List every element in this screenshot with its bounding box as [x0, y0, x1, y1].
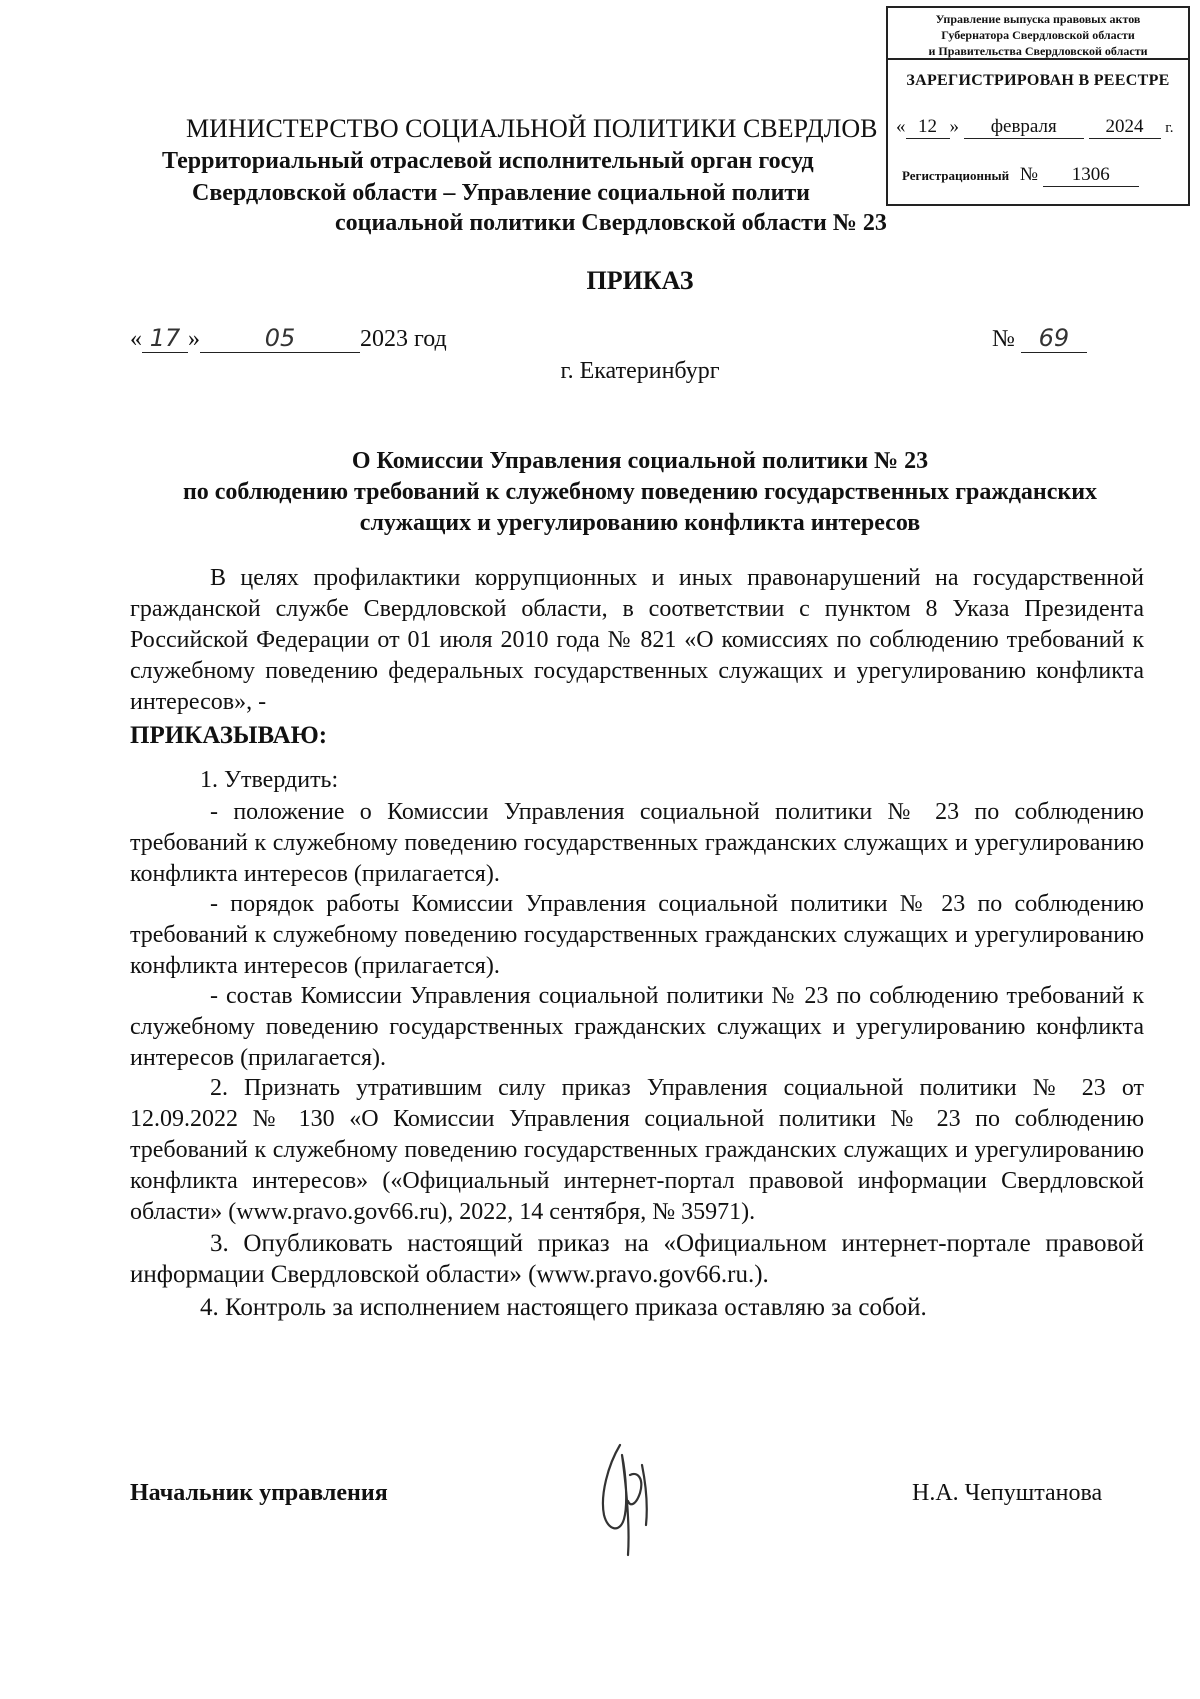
- stamp-date: [896, 116, 1173, 139]
- command: ПРИКАЗЫВАЮ:: [130, 722, 328, 749]
- subject-line1: О Комиссии Управления социальной политики № 23: [351, 448, 929, 474]
- stamp-quote-open: «: [896, 116, 906, 137]
- stamp-header: [888, 8, 1188, 60]
- stamp-reg-row: [902, 164, 1139, 187]
- preamble: В целях профилактики коррупционных и иных правонарушений на государственной гражданской службе Свердловской области, в соответствии с пунктом 8 Указа Президента Российской Федерации от 01 июля 2010 года № 821 «О комиссиях по соблюдению требований к служебному поведению федеральных государственных служащих и урегулированию конфликта интересов», -: [130, 565, 1144, 715]
- order-num-sign: №: [992, 326, 1015, 352]
- date-quote-close: »: [188, 326, 200, 352]
- stamp-reg-label: Регистрационный: [902, 168, 1010, 183]
- item-1: 1. Утвердить:: [200, 767, 339, 793]
- stamp-head-line3: и Правительства Свердловской области: [928, 44, 1148, 58]
- stamp-year-suffix: г.: [1165, 120, 1174, 136]
- stamp-num-sign: №: [1019, 164, 1038, 185]
- stamp-quote-close: »: [949, 116, 959, 137]
- header-line2: Территориальный отраслевой исполнительный орган госуд: [162, 148, 814, 174]
- stamp-title: ЗАРЕГИСТРИРОВАН В РЕЕСТРЕ: [906, 72, 1170, 89]
- item-3: 3. Опубликовать настоящий приказ на «Официальном интернет-портале правовой информации Свердловской области» (www.pravo.gov66.ru.).: [130, 1230, 1144, 1288]
- signature-image: [590, 1435, 660, 1565]
- item-2: 2. Признать утратившим силу приказ Управления социальной политики № 23 от 12.09.2022 № 130 «О Комиссии Управления социальной политики № 23 по соблюдению требований к служебному поведению государственных гражданских служащих и урегулированию конфликта интересов» («Официальный интернет-портал правовой информации Свердловской области» (www.pravo.gov66.ru), 2022, 14 сентября, № 35971).: [130, 1075, 1144, 1225]
- stamp-head-line2: Губернатора Свердловской области: [941, 28, 1135, 42]
- order-number-value: 69: [1021, 324, 1087, 353]
- signatory-name: Н.А. Чепуштанова: [912, 1480, 1103, 1506]
- item-4: 4. Контроль за исполнением настоящего приказа оставляю за собой.: [200, 1294, 927, 1321]
- item-1a: - положение о Комиссии Управления социальной политики № 23 по соблюдению требований к служебному поведению государственных гражданских служащих и урегулированию конфликта интересов (прилагается).: [130, 799, 1144, 887]
- item-1c: - состав Комиссии Управления социальной политики № 23 по соблюдению требований к служебному поведению государственных гражданских служащих и урегулированию конфликта интересов (прилагается).: [130, 983, 1144, 1071]
- order-number: [992, 324, 1087, 353]
- stamp-year: 2024: [1089, 116, 1161, 139]
- order-title: ПРИКАЗ: [586, 266, 694, 295]
- date-month: 05: [200, 324, 360, 353]
- stamp-head-line1: Управление выпуска правовых актов: [935, 12, 1141, 26]
- subject-line2: по соблюдению требований к служебному поведению государственных гражданских: [182, 479, 1098, 505]
- date-day: 17: [142, 324, 188, 353]
- subject-line3: служащих и урегулированию конфликта интересов: [359, 510, 921, 536]
- ministry-name: МИНИСТЕРСТВО СОЦИАЛЬНОЙ ПОЛИТИКИ СВЕРДЛОВ: [186, 114, 878, 143]
- order-city: г. Екатеринбург: [560, 358, 720, 384]
- date-quote-open: «: [130, 326, 142, 352]
- item-1b: - порядок работы Комиссии Управления социальной политики № 23 по соблюдению требований к служебному поведению государственных гражданских служащих и урегулированию конфликта интересов (прилагается).: [130, 891, 1144, 979]
- stamp-month: февраля: [964, 116, 1084, 139]
- signatory-position: Начальник управления: [130, 1480, 388, 1506]
- stamp-day: 12: [906, 116, 950, 139]
- stamp-reg-number: 1306: [1043, 164, 1139, 187]
- date-year: 2023 год: [360, 326, 447, 352]
- order-date: [130, 324, 447, 353]
- header-line3: Свердловской области – Управление социальной полити: [192, 180, 811, 206]
- registration-stamp: [886, 6, 1190, 206]
- header-line4: социальной политики Свердловской области № 23: [335, 210, 887, 236]
